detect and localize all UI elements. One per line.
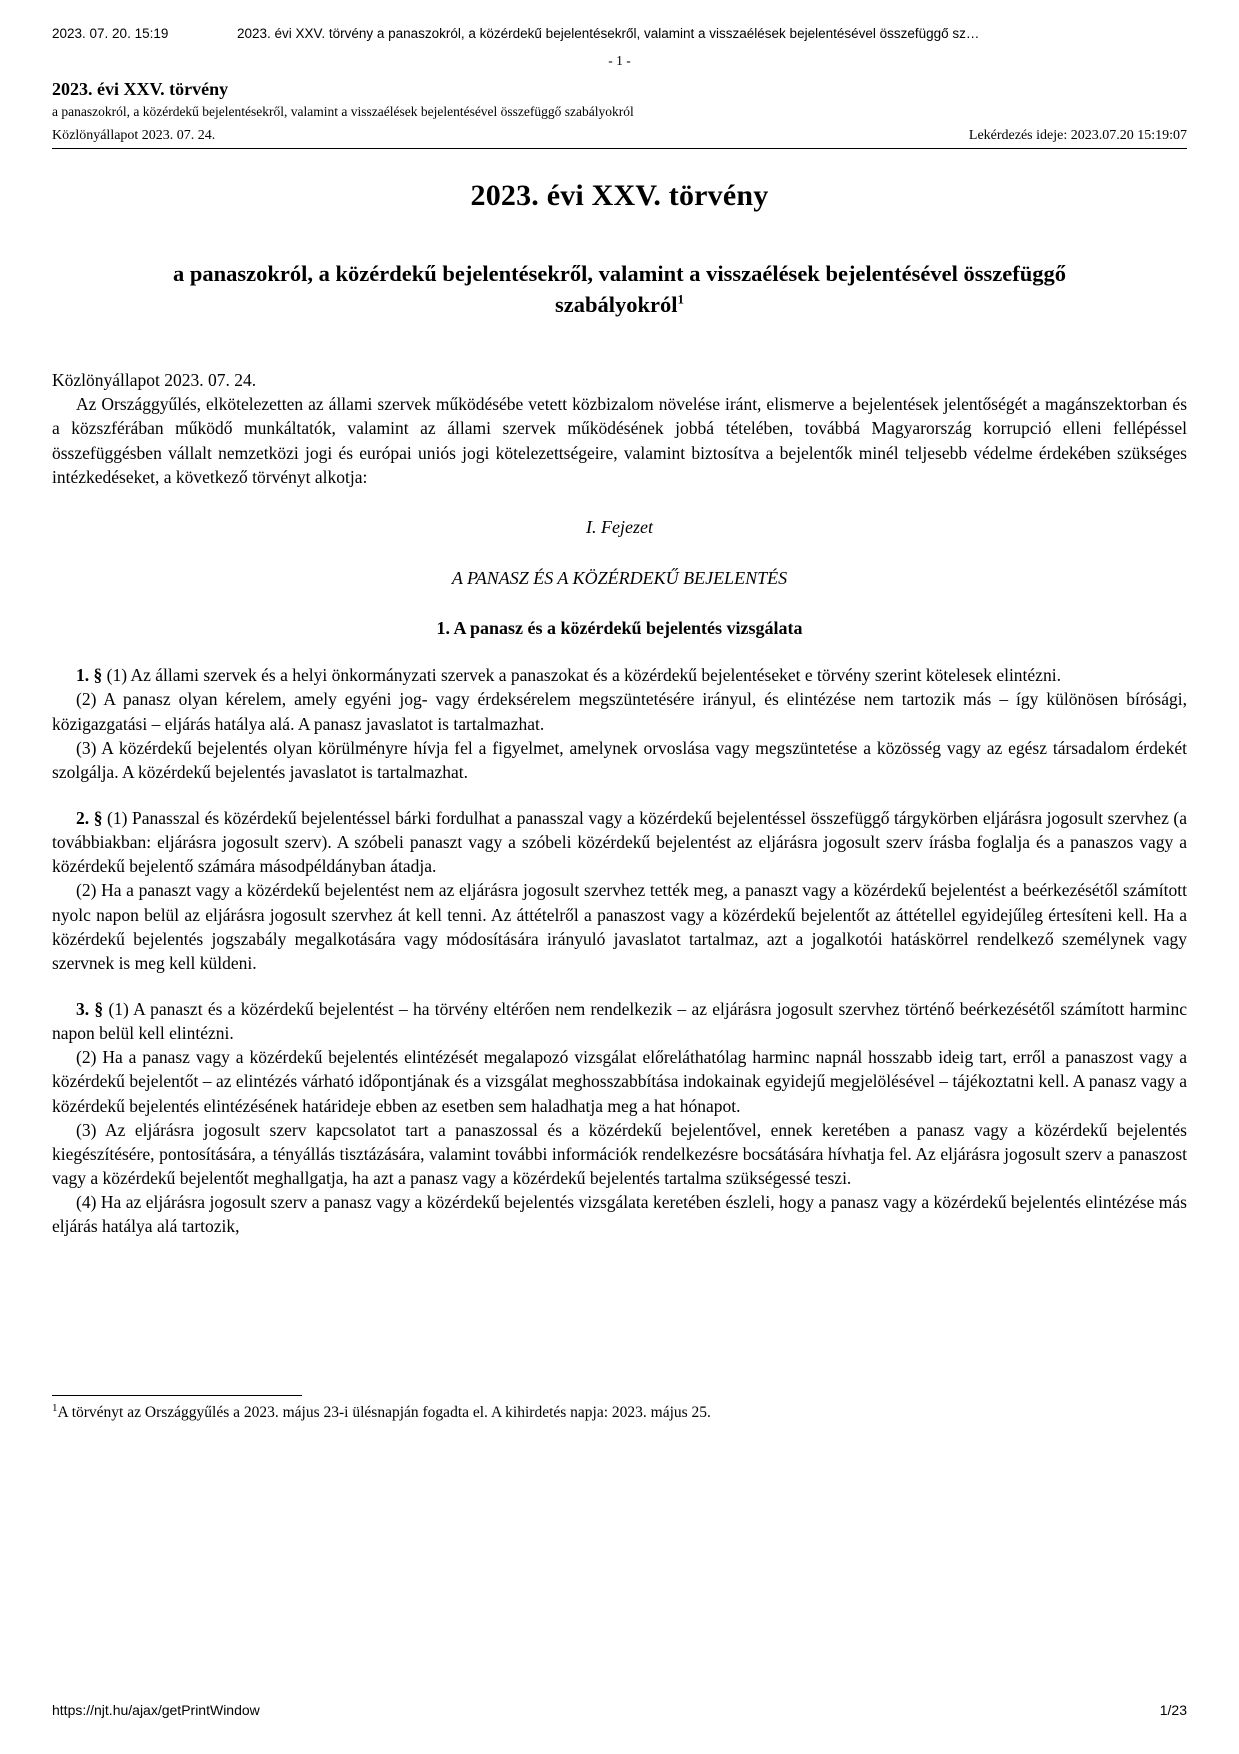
footnote-text: A törvényt az Országgyűlés a 2023. május 23-i ülésnapján fogadta el. A kihirdetés napja: 2023. május 25. [57,1404,711,1421]
paragraph-2-item-1 [52,806,1187,878]
footnote-separator [52,1395,302,1396]
footnote-1 [52,1401,1187,1422]
meta-status-left: Közlönyállapot 2023. 07. 24. [52,128,216,144]
paragraph-2-marker: 2. § [76,808,103,829]
section-heading: 1. A panasz és a közérdekű bejelentés vizsgálata [436,618,803,639]
paragraph-3-item-1-text: (1) A panaszt és a közérdekű bejelentést – ha törvény eltérően nem rendelkezik – az eljárásra jogosult szervhez történő beérkezésétől számított harminc napon belül kell elintézni. [52,999,1188,1044]
print-footer-page-count: 1/23 [1159,1702,1187,1718]
print-footer [52,1702,1187,1718]
print-header-datetime: 2023. 07. 20. 15:19 [52,26,169,41]
print-footer-url: https://njt.hu/ajax/getPrintWindow [52,1702,260,1718]
masthead-subtitle: a panaszokról, a közérdekű bejelentésekről, valamint a visszaélések bejelentésével összefüggő szabályokról [52,103,634,119]
print-header-tab-title: 2023. évi XXV. törvény a panaszokról, a közérdekű bejelentésekről, valamint a visszaélések bejelentésével összefüggő sz… [237,26,980,41]
paragraph-block-2 [52,806,1187,975]
status-line: Közlönyállapot 2023. 07. 24. [52,370,257,391]
page-content [52,26,1187,1238]
paragraph-block-3 [52,997,1187,1238]
paragraph-3-marker: 3. § [76,999,104,1019]
law-title: 2023. évi XXV. törvény [470,179,769,213]
law-subtitle-footnote-marker: 1 [677,291,684,307]
document-masthead [52,78,1187,120]
law-subtitle [132,259,1107,320]
paragraph-block-1 [52,663,1187,784]
paragraph-3-item-2: (2) Ha a panasz vagy a közérdekű bejelentés elintézését megalapozó vizsgálat előreláthatólag harminc napnál hosszabb ideig tart, erről a panaszost vagy a közérdekű bejelentőt – az elintézés várható időpontjának és a vizsgálat meghosszabbítása indokainak egyidejű megjelölésével – tájékoztatni kell. A panasz vagy a közérdekű bejelentés elintézésének határideje ebben az esetben sem haladhatja meg a hat hónapot. [52,1047,1187,1116]
chapter-name: A PANASZ ÉS A KÖZÉRDEKŰ BEJELENTÉS [451,567,788,588]
paragraph-2-item-1-text: (1) Panasszal és közérdekű bejelentéssel bárki fordulhat a panasszal vagy a közérdekű bejelentéssel összefüggő tárgykörben eljárásra jogosult szervhez (a továbbiakban: eljárásra jogosult szerv). A szóbeli panaszt vagy a szóbeli közérdekű bejelentést az eljárásra jogosult szerv írásba foglalja és a panaszos vagy a közérdekű bejelentő számára másodpéldányban átadja. [52,808,1188,877]
paragraph-1-item-1 [52,663,1187,687]
chapter-number: I. Fejezet [586,516,653,537]
paragraph-3-item-1 [52,997,1187,1045]
print-header [52,26,1187,41]
paragraph-1-item-3: (3) A közérdekű bejelentés olyan körülményre hívja fel a figyelmet, amelynek orvoslása vagy megszüntetése a közösség vagy az egész társadalom érdekét szolgálja. A közérdekű bejelentés javaslatot is tartalmazhat. [52,737,1187,782]
paragraph-1-item-1-text: (1) Az állami szervek és a helyi önkormányzati szervek a panaszokat és a közérdekű bejelentéseket e törvény szerint kötelesek elintézni. [106,665,1061,686]
document-body [52,368,1187,1238]
paragraph-1-item-2: (2) A panasz olyan kérelem, amely egyéni jog- vagy érdeksérelem megszüntetésére irányul, és elintézése nem tartozik más – így különösen bírósági, közigazgatási – eljárás hatálya alá. A panasz javaslatot is tartalmazhat. [52,689,1187,734]
document-meta-row [52,128,1187,149]
paragraph-3-item-4: (4) Ha az eljárásra jogosult szerv a panasz vagy a közérdekű bejelentés vizsgálata keretében észleli, hogy a panasz vagy a közérdekű bejelentés elintézése más eljárás hatálya alá tartozik, [52,1192,1187,1237]
paragraph-3-item-3: (3) Az eljárásra jogosult szerv kapcsolatot tart a panaszossal és a közérdekű bejelentővel, ennek keretében a panasz vagy a közérdekű bejelentés kiegészítésére, pontosítására, a tényállás tisztázására, valamint további információk rendelkezésre bocsátására hívhatja fel. Az eljárásra jogosult szerv a panaszost vagy a közérdekű bejelentőt meghallgatja, ha azt a panasz vagy a közérdekű bejelentés tartalma szükségessé teszi. [52,1119,1187,1188]
meta-query-time-right: Lekérdezés ideje: 2023.07.20 15:19:07 [968,128,1187,144]
preamble-paragraph: Az Országgyűlés, elkötelezetten az állami szervek működésébe vetett közbizalom növelése iránt, elismerve a bejelentések jelentőségét a magánszektorban és a közszférában működő munkáltatók, valamint az állami szervek működésének jobbá tételében, továbbá Magyarország korrupció elleni fellépéssel összefüggésben vállalt nemzetközi jogi és európai uniós jogi kötelezettségeire, valamint biztosítva a bejelentők minél teljesebb védelme érdekében szükséges intézkedéseket, a következő törvényt alkotja: [52,394,1187,487]
footnote-marker: 1 [52,1401,58,1414]
footnote-area [52,1395,1187,1422]
paragraph-1-marker: 1. § [76,665,103,686]
paragraph-2-item-2: (2) Ha a panaszt vagy a közérdekű bejelentést nem az eljárásra jogosult szervhez tették meg, a panaszt vagy a közérdekű bejelentést a beérkezésétől számított nyolc napon belül az eljárásra jogosult szervhez át kell tenni. Az áttételről a panaszost vagy a közérdekű bejelentőt az áttétellel egyidejűleg értesíteni kell. Ha a közérdekű bejelentés jogszabály megalkotására vagy módosítására irányuló javaslatot tartalmaz, azt a jogalkotói hatáskörrel rendelkező személynek vagy szervnek is meg kell küldeni. [52,880,1187,973]
law-subtitle-text: a panaszokról, a közérdekű bejelentésekről, valamint a visszaélések bejelentésével összefüggő szabályokról [172,261,1066,317]
page-number-top: - 1 - [608,53,631,68]
masthead-title: 2023. évi XXV. törvény [52,79,229,99]
